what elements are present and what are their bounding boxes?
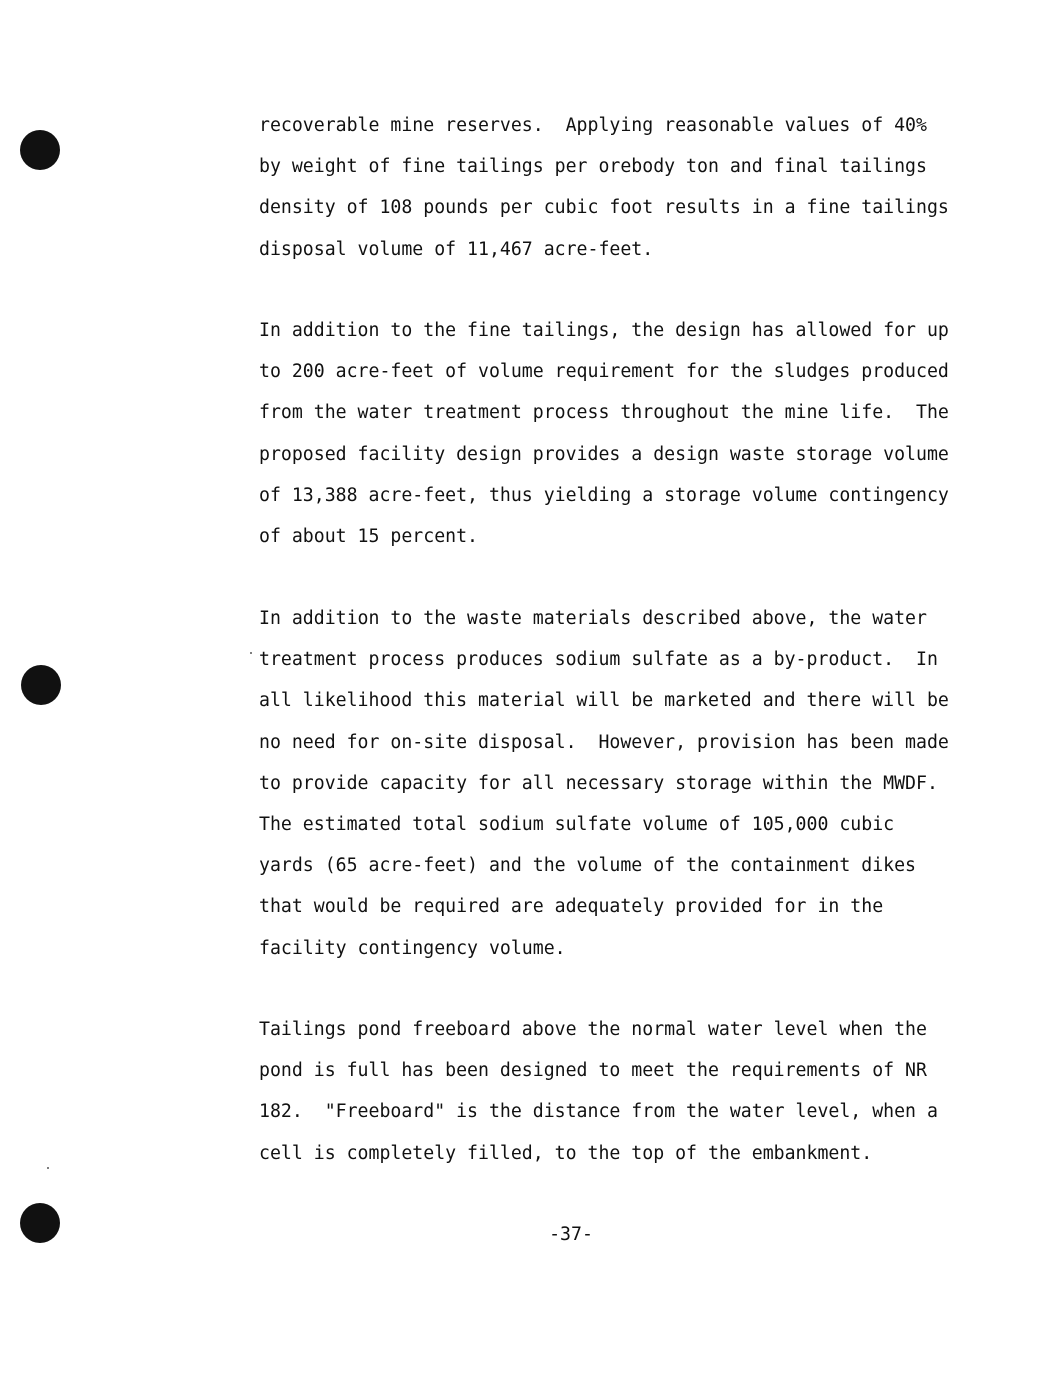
text-line: In addition to the waste materials described above, the water bbox=[259, 608, 927, 629]
text-line: of about 15 percent. bbox=[259, 525, 478, 547]
text-line: by weight of fine tailings per orebody ton and final tailings bbox=[259, 156, 927, 178]
text-line: to 200 acre-feet of volume requirement for the sludges produced bbox=[259, 361, 949, 383]
text-line: 182. "Freeboard" is the distance from the water level, when a bbox=[259, 1101, 938, 1123]
text-line: that would be required are adequately provided for in the bbox=[259, 896, 884, 918]
text-line: facility contingency volume. bbox=[259, 937, 566, 959]
text-line: pond is full has been designed to meet the requirements of NR bbox=[259, 1060, 927, 1082]
paragraph-2 bbox=[259, 310, 949, 557]
text-line: of 13,388 acre-feet, thus yielding a storage volume contingency bbox=[259, 484, 949, 506]
text-line: proposed facility design provides a design waste storage volume bbox=[259, 443, 949, 465]
scan-speck bbox=[250, 652, 252, 654]
text-line: no need for on-site disposal. However, provision has been made bbox=[259, 731, 949, 753]
page-number: -37- bbox=[549, 1224, 593, 1245]
text-line: In addition to the fine tailings, the design has allowed for up bbox=[259, 320, 949, 341]
text-line: disposal volume of 11,467 acre-feet. bbox=[259, 238, 654, 260]
text-line: treatment process produces sodium sulfate as a by-product. In bbox=[259, 649, 938, 671]
paragraph-1 bbox=[259, 105, 949, 270]
text-line: recoverable mine reserves. Applying reasonable values of 40% bbox=[259, 115, 927, 136]
text-line: yards (65 acre-feet) and the volume of the containment dikes bbox=[259, 855, 916, 877]
binder-hole-top bbox=[20, 130, 60, 170]
scan-speck bbox=[47, 1167, 49, 1169]
text-line: The estimated total sodium sulfate volume of 105,000 cubic bbox=[259, 813, 895, 835]
text-line: cell is completely filled, to the top of the embankment. bbox=[259, 1142, 873, 1164]
text-line: Tailings pond freeboard above the normal water level when the bbox=[259, 1019, 927, 1040]
paragraph-3 bbox=[259, 598, 949, 969]
text-line: to provide capacity for all necessary storage within the MWDF. bbox=[259, 772, 938, 794]
text-line: density of 108 pounds per cubic foot results in a fine tailings bbox=[259, 197, 949, 219]
text-line: from the water treatment process throughout the mine life. The bbox=[259, 402, 949, 424]
binder-hole-middle bbox=[21, 665, 61, 705]
paragraph-4 bbox=[259, 1009, 939, 1174]
text-line: all likelihood this material will be marketed and there will be bbox=[259, 690, 949, 712]
